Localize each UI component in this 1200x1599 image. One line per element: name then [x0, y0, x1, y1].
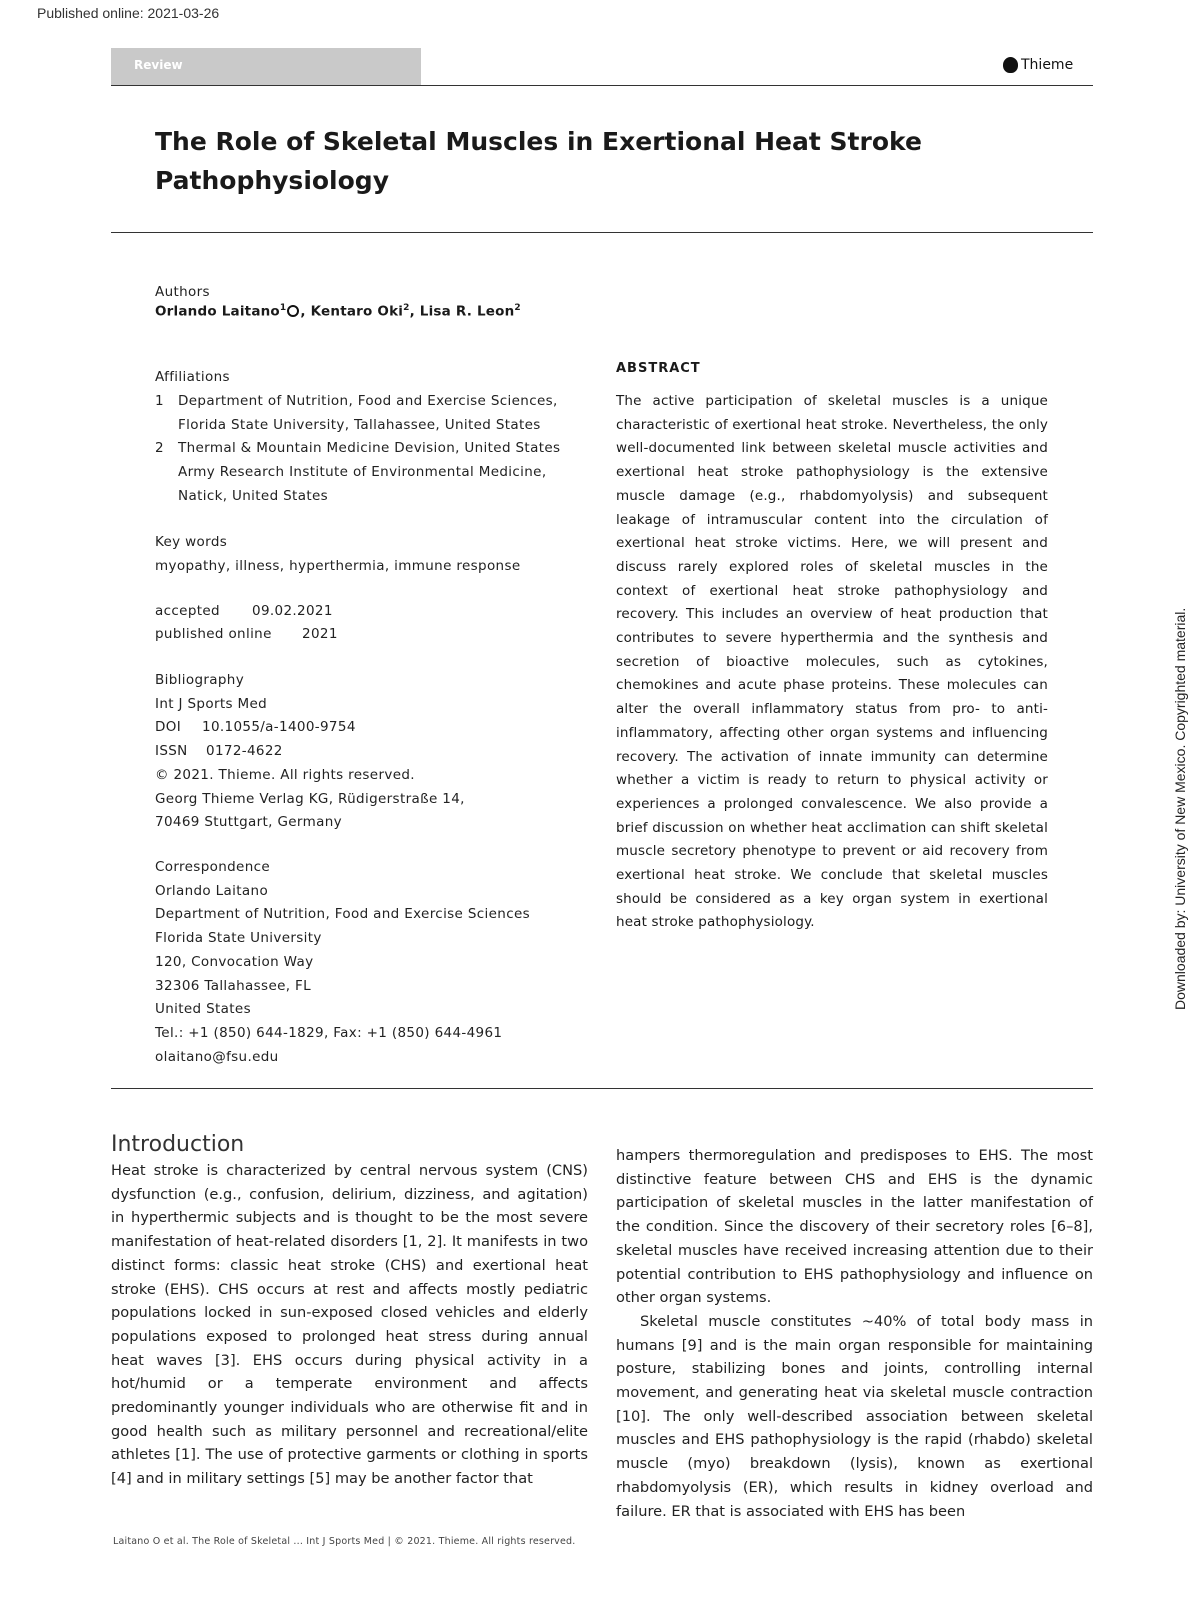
- correspondence-line: Department of Nutrition, Food and Exercise Sciences: [155, 906, 531, 923]
- publisher-address-line: Georg Thieme Verlag KG, Rüdigerstraße 14,: [155, 790, 465, 807]
- author-separator: ,: [409, 303, 420, 320]
- section-heading: Introduction: [111, 1132, 245, 1157]
- keywords-label: Key words: [155, 534, 228, 550]
- article-title: [155, 122, 1035, 200]
- correspondence-block: [155, 856, 530, 1069]
- publisher-name: Thieme: [1021, 57, 1074, 73]
- journal-name: Int J Sports Med: [155, 695, 268, 712]
- doi-label: DOI: [155, 719, 182, 736]
- issn-label: ISSN: [155, 743, 188, 760]
- correspondence-line: Orlando Laitano: [155, 882, 269, 899]
- correspondence-line: Tel.: +1 (850) 644-1829, Fax: +1 (850) 644-4961: [155, 1024, 503, 1041]
- author-name[interactable]: Orlando Laitano: [155, 303, 280, 320]
- author-separator: ,: [300, 303, 311, 320]
- doi-row: [155, 716, 465, 740]
- affiliation-line: Florida State University, Tallahassee, United States: [178, 416, 541, 433]
- correspondence-line: 120, Convocation Way: [155, 953, 314, 970]
- affiliation-number: 1: [155, 393, 164, 409]
- doi-value[interactable]: 10.1055/a-1400-9754: [202, 719, 356, 736]
- abstract-text: The active participation of skeletal muscles is a unique characteristic of exertional heat stroke. Nevertheless, the only well-documented link between skeletal muscle activities and exertional heat stroke pathophysiology is the extensive muscle damage (e.g., rhabdomyolysis) and subsequent leakage of intramuscular content into the circulation of exertional heat stroke victims. Here, we will present and discuss rarely explored roles of skeletal muscles in the context of exertional heat stroke pathophysiology and recovery. This includes an overview of heat production that contributes to severe hyperthermia and the synthesis and secretion of bioactive molecules, such as cytokines, chemokines and acute phase proteins. These molecules can alter the overall inflammatory status from pro- to anti-inflammatory, affecting other organ systems and influencing recovery. The activation of innate immunity can determine whether a victim is ready to return to physical activity or experiences a prolonged convalescence. We also provide a brief discussion on whether heat acclimation can shift skeletal muscle secretory phenotype to prevent or aid recovery from exertional heat stroke. We conclude that skeletal muscles should be considered as a key organ system in exertional heat stroke pathophysiology.: [616, 393, 1048, 931]
- category-label: Review: [134, 58, 183, 72]
- correspondence-line: Florida State University: [155, 930, 322, 947]
- published-date: 2021: [302, 626, 338, 642]
- correspondence-line: 32306 Tallahassee, FL: [155, 977, 312, 994]
- bibliography-block: [155, 669, 465, 835]
- body-paragraph: Skeletal muscle constitutes ~40% of total body mass in humans [9] and is the main organ responsible for maintaining posture, stabilizing bones and joints, controlling internal movement, and generating heat via skeletal muscle contraction [10]. The only well-described association between skeletal muscles and EHS pathophysiology is the rapid (rhabdo) skeletal muscle (myo) breakdown (lysis), known as exertional rhabdomyolysis (ER), which results in kidney overload and failure. ER that is associated with EHS has been: [616, 1312, 1093, 1520]
- bibliography-label: Bibliography: [155, 672, 245, 688]
- affiliation-line: Department of Nutrition, Food and Exercise Sciences,: [178, 393, 558, 409]
- front-matter-divider: [111, 1088, 1093, 1089]
- issn-row: [155, 740, 465, 764]
- intro-right-column: [616, 1144, 1093, 1523]
- author-name[interactable]: Lisa R. Leon: [419, 303, 515, 320]
- title-line: Pathophysiology: [155, 166, 389, 195]
- authors-label: Authors: [155, 284, 210, 300]
- author-affiliation-ref: 2: [514, 303, 521, 313]
- title-line: The Role of Skeletal Muscles in Exertional Heat Stroke: [155, 127, 922, 156]
- thieme-logo-icon: [1003, 57, 1018, 73]
- correspondence-email[interactable]: olaitano@fsu.edu: [155, 1048, 279, 1065]
- published-online-date: Published online: 2021-03-26: [37, 5, 220, 21]
- issn-value: 0172-4622: [206, 743, 283, 760]
- publisher-logo: [1003, 57, 1073, 73]
- affiliation-item: [155, 390, 585, 437]
- header-divider: [111, 85, 1093, 86]
- author-name[interactable]: Kentaro Oki: [310, 303, 404, 320]
- publisher-address-line: 70469 Stuttgart, Germany: [155, 814, 342, 831]
- accepted-row: [155, 600, 333, 624]
- affiliation-list: [155, 390, 585, 509]
- correspondence-label: Correspondence: [155, 859, 271, 875]
- author-affiliation-ref: 1: [279, 303, 287, 313]
- correspondence-line: United States: [155, 1001, 251, 1018]
- accepted-label: accepted: [155, 603, 220, 619]
- page-footer: Laitano O et al. The Role of Skeletal ... Int J Sports Med | © 2021. Thieme. All rights reserved.: [113, 1536, 576, 1547]
- copyright-line: © 2021. Thieme. All rights reserved.: [155, 766, 415, 783]
- intro-left-column: [111, 1159, 588, 1491]
- author-affiliation-ref: 2: [403, 303, 410, 313]
- affiliation-line: Natick, United States: [178, 487, 329, 504]
- affiliation-line: Thermal & Mountain Medicine Devision, United States: [178, 440, 561, 457]
- abstract-heading: ABSTRACT: [616, 361, 701, 376]
- published-label: published online: [155, 626, 272, 642]
- keywords-text: myopathy, illness, hyperthermia, immune response: [155, 558, 521, 574]
- published-row: [155, 623, 338, 647]
- body-paragraph: Heat stroke is characterized by central nervous system (CNS) dysfunction (e.g., confusion, delirium, dizziness, and agitation) in hyperthermic subjects and is thought to be the most severe manifestation of heat-related disorders [1, 2]. It manifests in two distinct forms: classic heat stroke (CHS) and exertional heat stroke (EHS). CHS occurs at rest and affects mostly pediatric populations locked in sun-exposed closed vehicles and elderly populations exposed to prolonged heat stress during annual heat waves [3]. EHS occurs during physical activity in a hot/humid or a temperate environment and affects predominantly younger individuals who are otherwise fit and in good health such as military personnel and recreational/elite athletes [1]. The use of protective garments or clothing in sports [4] and in military settings [5] may be another factor that: [111, 1162, 588, 1488]
- accepted-date: 09.02.2021: [252, 603, 333, 619]
- affiliation-item: [155, 437, 585, 508]
- download-notice: Downloaded by: University of New Mexico. Copyrighted material.: [1172, 607, 1188, 1010]
- title-divider: [111, 232, 1093, 233]
- author-list: [155, 303, 521, 320]
- category-tab: [111, 48, 421, 85]
- affiliation-line: Army Research Institute of Environmental Medicine,: [178, 464, 547, 481]
- orcid-icon[interactable]: [287, 305, 299, 317]
- affiliation-number: 2: [155, 440, 164, 457]
- body-paragraph: hampers thermoregulation and predisposes to EHS. The most distinctive feature between CHS and EHS is the dynamic participation of skeletal muscles in the latter manifestation of the condition. Since the discovery of their secretory roles [6–8], skeletal muscles have received increasing attention due to their potential contribution to EHS pathophysiology and influence on other organ systems.: [616, 1147, 1093, 1307]
- affiliations-label: Affiliations: [155, 369, 230, 385]
